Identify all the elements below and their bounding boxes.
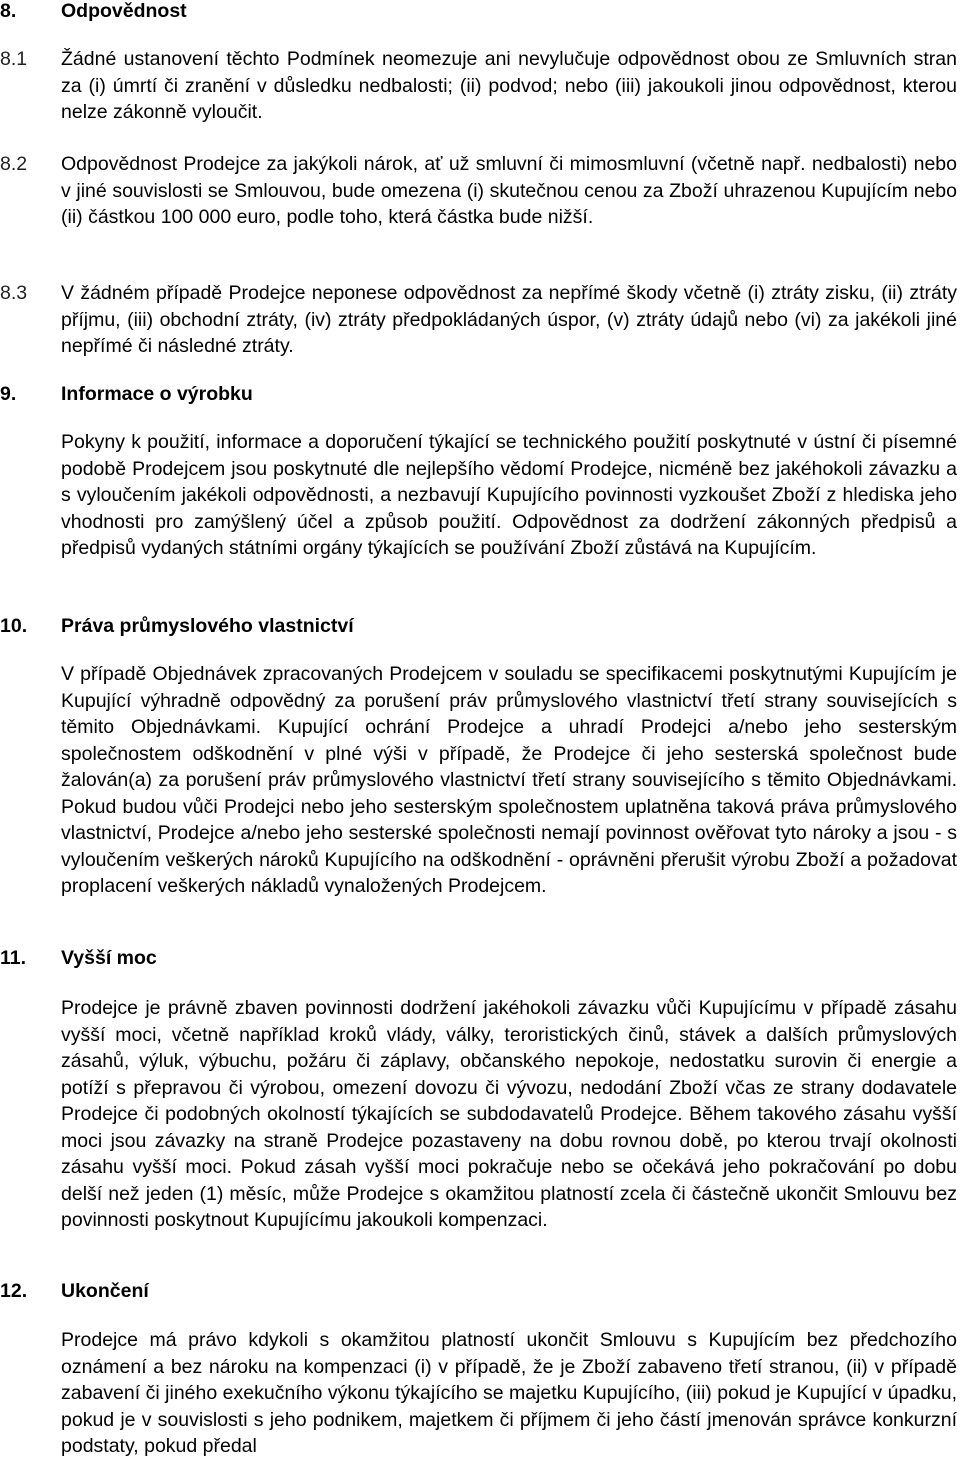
clause-8-2 <box>0 151 960 231</box>
section-title: Vyšší moc <box>61 947 157 969</box>
clause-text: Žádné ustanovení těchto Podmínek neomezuje ani nevylučuje odpovědnost obou ze Smluvních stran za (i) úmrtí či zranění v důsledku nedbalosti; (ii) podvod; nebo (iii) jakoukoli jinou odpovědnost, kterou nelze zákonně vyloučit. <box>61 48 957 123</box>
clause-number: 8.1 <box>0 48 28 70</box>
section-title: Informace o výrobku <box>61 383 253 405</box>
clause-8-1 <box>0 46 960 126</box>
section-title: Ukončení <box>61 1280 149 1302</box>
section-number: 8. <box>0 0 17 22</box>
clause-number: 8.3 <box>0 282 28 304</box>
section-9-text: Pokyny k použití, informace a doporučení týkající se technického použití poskytnuté v ústní či písemné podobě Prodejcem jsou poskytnuté dle nejlepšího vědomí Prodejce, nicméně bez jakéhokoli závazku a s vyloučením jakékoli odpovědnosti, a nezbavují Kupujícího povinnosti vyzkoušet Zboží z hlediska jeho vhodnosti pro zamýšlený účel a způsob použití. Odpovědnost za dodržení zákonných předpisů a předpisů vydaných státními orgány týkajících se používání Zboží zůstává na Kupujícím. <box>61 431 957 559</box>
section-title: Práva průmyslového vlastnictví <box>61 615 354 637</box>
clause-text: Odpovědnost Prodejce za jakýkoli nárok, ať už smluvní či mimosmluvní (včetně např. nedbalosti) nebo v jiné souvislosti se Smlouvou, bude omezena (i) skutečnou cenou za Zboží uhrazenou Kupujícím nebo (ii) částkou 100 000 euro, podle toho, která částka bude nižší. <box>61 153 957 228</box>
section-number: 10. <box>0 615 28 637</box>
section-number: 11. <box>0 947 27 969</box>
section-12-text: Prodejce má právo kdykoli s okamžitou platností ukončit Smlouvu s Kupujícím bez předchozího oznámení a bez nároku na kompenzaci (i) v případě, že je Zboží zabaveno třetí stranou, (ii) v případě zabavení či jiného exekučního výkonu týkajícího se majetku Kupujícího, (iii) pokud je Kupující v úpadku, pokud je v souvislosti s jeho podnikem, majetkem či příjmem či jeho částí jmenován správce konkurzní podstaty, pokud předal <box>61 1329 957 1457</box>
clause-text: V žádném případě Prodejce neponese odpovědnost za nepřímé škody včetně (i) ztráty zisku, (ii) ztráty příjmu, (iii) obchodní ztráty, (iv) ztráty předpokládaných úspor, (v) ztráty údajů nebo (vi) za jakékoli jiné nepřímé či následné ztráty. <box>61 282 957 357</box>
section-11-text: Prodejce je právně zbaven povinnosti dodržení jakéhokoli závazku vůči Kupujícímu v případě zásahu vyšší moci, včetně například kroků vlády, války, teroristických činů, stávek a dalších průmyslových zásahů, výluk, výbuchu, požáru či záplavy, občanského nepokoje, nedostatku surovin či energie a potíží s přepravou či výrobou, omezení dovozu či vývozu, nedodání Zboží včas ze strany dodavatele Prodejce či podobných okolností týkajících se subdodavatelů Prodejce. Během takového zásahu vyšší moci jsou závazky na straně Prodejce pozastaveny na dobu rovnou době, po kterou trvají okolnosti zásahu vyšší moci. Pokud zásah vyšší moci pokračuje nebo se očekává jeho pokračování po dobu delší než jeden (1) měsíc, může Prodejce s okamžitou platností zcela či částečně ukončit Smlouvu bez povinnosti poskytnout Kupujícímu jakoukoli kompenzaci. <box>61 997 957 1231</box>
section-number: 12. <box>0 1280 28 1302</box>
section-title: Odpovědnost <box>61 0 187 22</box>
section-number: 9. <box>0 383 17 405</box>
section-10-text: V případě Objednávek zpracovaných Prodejcem v souladu se specifikacemi poskytnutými Kupujícím je Kupující výhradně odpovědný za porušení práv průmyslového vlastnictví třetí strany souvisejících s těmito Objednávkami. Kupující ochrání Prodejce a uhradí Prodejci a/nebo jeho sesterským společnostem odškodnění v plné výši v případě, že Prodejce či jeho sesterská společnost bude žalován(a) za porušení práv průmyslového vlastnictví třetí strany souvisejícího s těmito Objednávkami. Pokud budou vůči Prodejci nebo jeho sesterským společnostem uplatněna taková práva průmyslového vlastnictví, Prodejce a/nebo jeho sesterské společnosti nemají povinnost ověřovat tyto nároky a jsou - s vyloučením veškerých nároků Kupujícího na odškodnění - oprávněni přerušit výrobu Zboží a požadovat proplacení veškerých nákladů vynaložených Prodejcem. <box>61 663 957 897</box>
clause-number: 8.2 <box>0 153 28 175</box>
clause-8-3 <box>0 280 960 360</box>
